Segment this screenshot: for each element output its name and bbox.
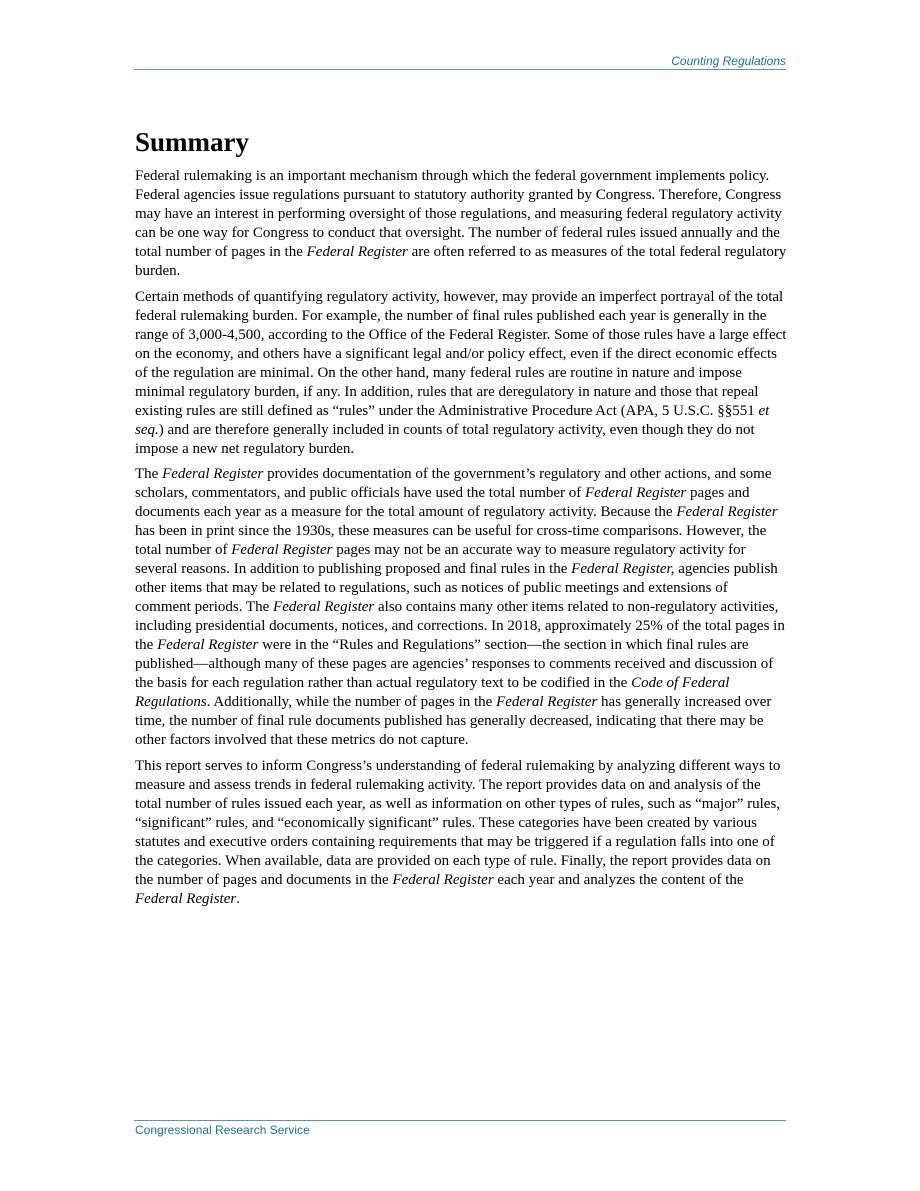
summary-paragraphs <box>135 167 787 909</box>
section-title: Summary <box>135 127 249 157</box>
italic-text: Federal Register <box>585 485 687 501</box>
italic-text: Federal Register <box>496 694 598 710</box>
italic-text: Federal Register <box>135 890 237 907</box>
italic-text: Federal Register <box>392 871 494 888</box>
italic-text: Code of Federal Regulations <box>135 675 730 710</box>
text-run: each year and analyzes the content of the <box>493 871 744 888</box>
text-run: Certain methods of quantifying regulatory activity, however, may provide an imperfect portrayal of the total federal rulemaking burden. For example, the number of final rules published each year is generally in the range of 3,000-4,500, according to the Office of the Federal Register. Some of those rules have a large effect on the economy, and others have a significant legal and/or policy effect, even if the direct economic effects of the regulation are minimal. On the other hand, many federal rules are routine in nature and impose minimal regulatory burden, if any. In addition, rules that are deregulatory in nature and those that repeal existing rules are still defined as “rules” under the Administrative Procedure Act (APA, 5 U.S.C. §§551 <box>135 288 787 419</box>
text-run: are often referred to as measures of the total federal regulatory burden. <box>135 244 787 279</box>
italic-text: Federal Register <box>157 637 259 653</box>
text-run: ) and are therefore generally included in counts of total regulatory activity, even though they do not impose a new net regulatory burden. <box>135 421 755 457</box>
document-body <box>135 124 787 915</box>
header-divider <box>134 69 786 70</box>
italic-text: Federal Register, <box>571 561 675 577</box>
running-header: Counting Regulations <box>671 54 786 68</box>
body-paragraph <box>135 757 787 909</box>
footer-divider <box>134 1120 786 1121</box>
text-run: also contains many other items related to non-regulatory activities, including presidential documents, notices, and corrections. In 2018, approximately 25% of the total pages in the <box>135 599 785 653</box>
italic-text: Federal Register <box>306 244 408 260</box>
text-run: . <box>236 890 240 907</box>
italic-text: Federal Register <box>676 504 778 520</box>
text-run: provides documentation of the government’s regulatory and other actions, and some scholars, commentators, and public officials have used the total number of <box>135 466 772 501</box>
text-run: . Additionally, while the number of pages in the <box>206 694 497 710</box>
text-run: This report serves to inform Congress’s understanding of federal rulemaking by analyzing different ways to measure and assess trends in federal rulemaking activity. The report provides data on and analysis of the total number of rules issued each year, as well as information on other types of rules, such as “major” rules, “significant” rules, and “economically significant” rules. These categories have been created by various statutes and executive orders containing requirements that may be triggered if a regulation falls into one of the categories. When available, data are provided on each type of rule. Finally, the report provides data on the number of pages and documents in the <box>135 757 781 888</box>
text-run: pages and documents each year as a measure for the total amount of regulatory activity. Because the <box>135 485 750 520</box>
italic-text: et seq. <box>135 402 770 438</box>
text-run: The <box>135 466 163 482</box>
text-run: has been in print since the 1930s, these measures can be useful for cross-time comparisons. However, the total number of <box>135 523 767 558</box>
italic-text: Federal Register <box>162 466 264 482</box>
italic-text: Federal Register <box>273 599 375 615</box>
body-paragraph <box>135 288 787 459</box>
italic-text: Federal Register <box>231 542 333 558</box>
body-paragraph <box>135 465 787 750</box>
body-paragraph <box>135 167 787 281</box>
text-run: has generally increased over time, the number of final rule documents published has generally decreased, indicating that there may be other factors involved that these metrics do not capture. <box>135 694 772 748</box>
text-run: Federal rulemaking is an important mechanism through which the federal government implements policy. Federal agencies issue regulations pursuant to statutory authority granted by Congress. Therefore, Congress may have an interest in performing oversight of those regulations, and measuring federal regulatory activity can be one way for Congress to conduct that oversight. The number of federal rules issued annually and the total number of pages in the <box>135 168 782 260</box>
text-run: pages may not be an accurate way to measure regulatory activity for several reasons. In addition to publishing proposed and final rules in the <box>135 542 746 577</box>
running-footer: Congressional Research Service <box>135 1123 310 1137</box>
text-run: agencies publish other items that may be related to regulations, such as notices of public meetings and extensions of comment periods. The <box>135 561 778 615</box>
text-run: were in the “Rules and Regulations” section—the section in which final rules are published—although many of these pages are agencies’ responses to comments received and discussion of the basis for each regulation rather than actual regulatory text to be codified in the <box>135 637 774 691</box>
